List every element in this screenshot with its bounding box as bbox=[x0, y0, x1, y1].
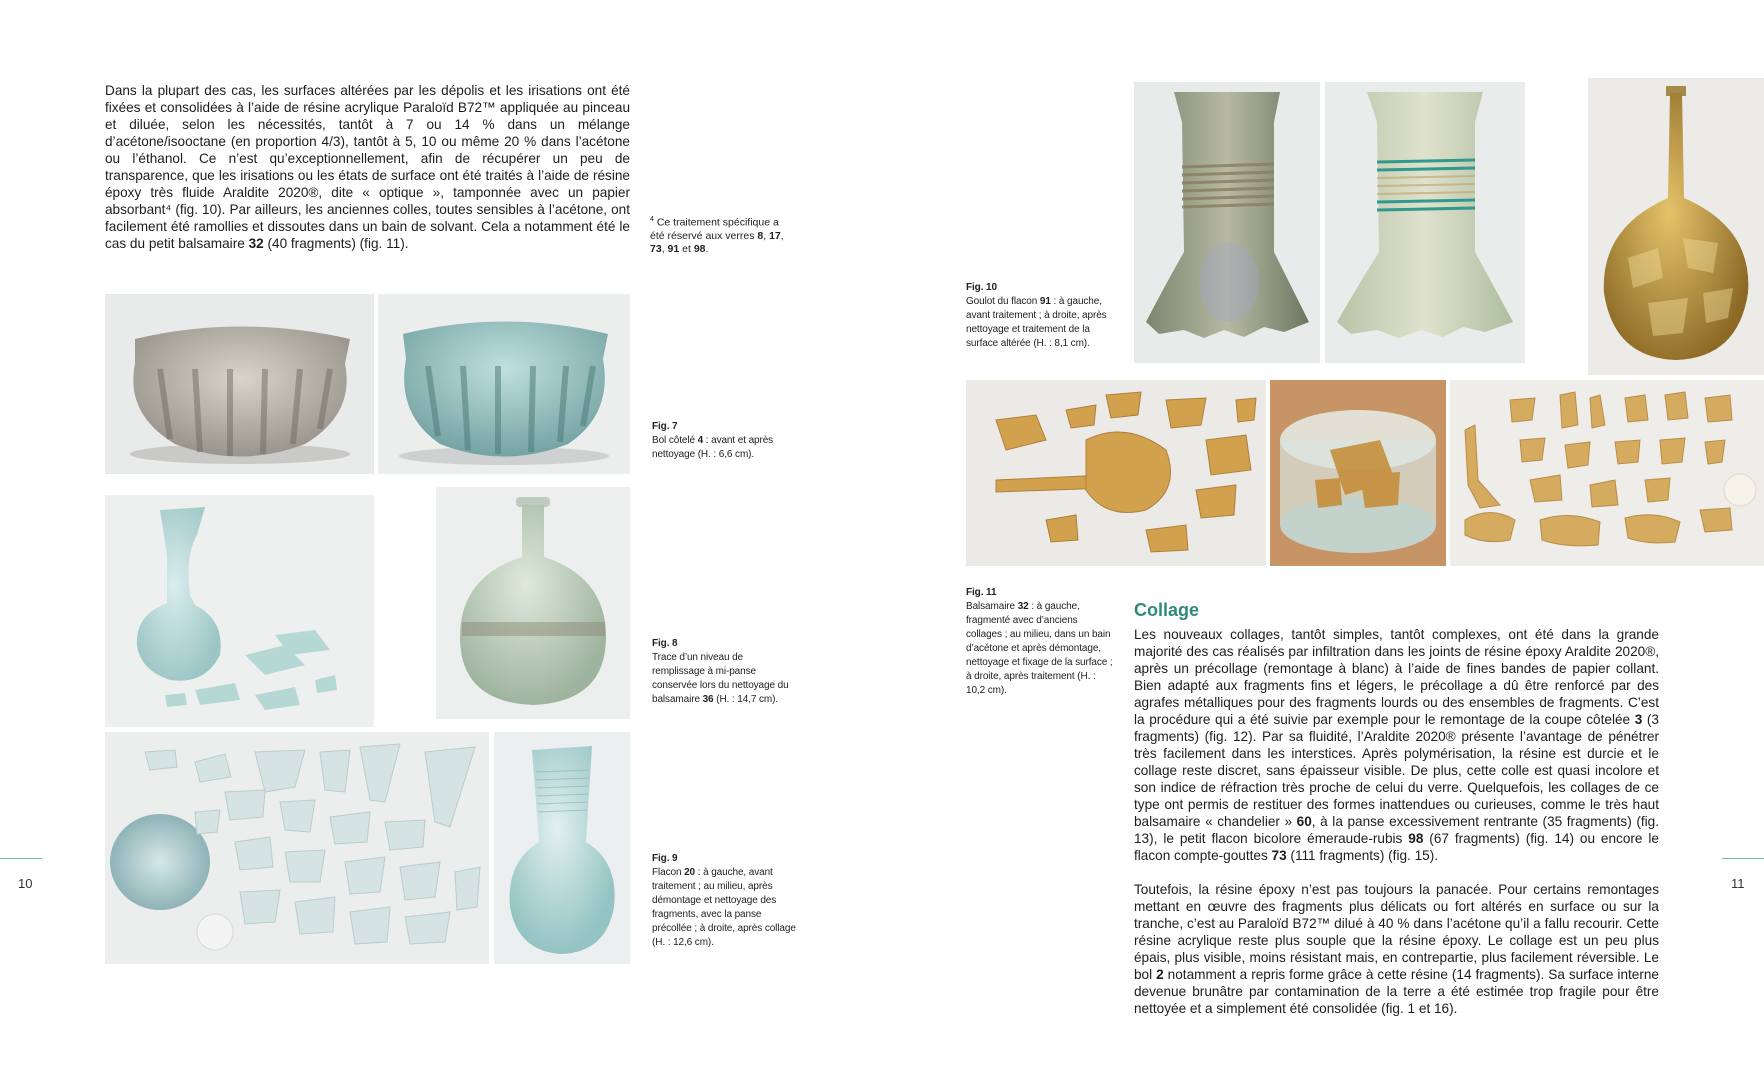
caption-fig11 bbox=[966, 586, 1116, 698]
footnote-ref: 17 bbox=[769, 229, 781, 242]
photo-flask-20 bbox=[494, 732, 630, 964]
caption-label: Fig. 11 bbox=[966, 587, 997, 598]
photo-acetone-bath bbox=[1270, 380, 1446, 566]
paragraph-text: Toutefois, la résine époxy n’est pas toujours la panacée. Pour certains remontages mettant en œuvre des fragments plus délicats ou fort altérés en surface ou sur la tranche, c’est au Paraloïd B72™ dilué à 40 % dans l’acétone qu’il a fallu recourir. Cette résine acrylique reste plus souple que la résine époxy. Le collage est un peu plus épais, plus visible, moins résistant mais, en contrepartie, plus facilement réversible. Le bol bbox=[1134, 882, 1659, 982]
caption-text: (H. : 14,7 cm). bbox=[713, 694, 779, 705]
paragraph-ref: 60 bbox=[1296, 814, 1312, 829]
caption-text: Flacon bbox=[652, 867, 685, 878]
paragraph-ref: 32 bbox=[248, 236, 264, 251]
photo-bowl-before bbox=[105, 294, 374, 474]
footnote-text: Ce traitement spécifique a été réservé aux verres bbox=[650, 216, 779, 242]
right-body bbox=[1134, 626, 1659, 1017]
paragraph-text: (3 fragments) (fig. 12). Par sa fluidité, l’Araldite 2020® présente l’avantage de pénétrer très facilement dans les interstices. Après polymérisation, la résine est durcie et le collage reste discret, sans épaisseur visible. De plus, cette colle est quasi incolore et son indice de réfraction très proche de celui du verre. Quelquefois, les collages de ce type ont permis de restituer des formes inattendues ou curieuses, comme le très haut balsamaire « chandelier » bbox=[1134, 712, 1659, 829]
photo-neck-after bbox=[1325, 82, 1525, 363]
photo-balsamarium-32-fragmented bbox=[966, 380, 1266, 566]
footnote: $^4$ Ce traitement spécifique a été réservé aux verres 8, 17, 73, 91 et 98. bbox=[650, 216, 784, 255]
margin-rule-left bbox=[0, 858, 42, 859]
caption-label: Fig. 9 bbox=[652, 853, 678, 864]
caption-ref: 32 bbox=[1017, 601, 1029, 612]
caption-text: : à gauche, avant traitement ; à droite, après nettoyage et traitement de la surface altérée (H. : 8,1 cm). bbox=[966, 296, 1107, 349]
section-heading: Collage bbox=[1134, 600, 1200, 620]
paragraph-text: (67 fragments) (fig. 14) ou encore le flacon compte-gouttes bbox=[1134, 831, 1659, 863]
page-number-left: 10 bbox=[18, 876, 33, 891]
footnote-ref: 91 bbox=[667, 242, 680, 255]
caption-text: Balsamaire bbox=[966, 601, 1018, 612]
photo-balsamarium-36 bbox=[436, 487, 630, 719]
caption-label: Fig. 8 bbox=[652, 638, 678, 649]
caption-ref: 36 bbox=[702, 694, 714, 705]
photo-balsamarium-fragments bbox=[105, 495, 374, 727]
paragraph-ref: 98 bbox=[1408, 831, 1424, 846]
caption-label: Fig. 7 bbox=[652, 421, 678, 432]
paragraph-text: Les nouveaux collages, tantôt simples, tantôt complexes, ont été dans la grande majorité des cas réalisés par infiltration dans les joints de résine époxy Araldite 2020®, après un précollage (remontage à blanc) à l’aide de fines bandes de papier collant. Bien adapté aux fragments fins et légers, le précollage a dû être renforcé par des agrafes métalliques pour des fragments lourds ou des ensembles de fragments. C’est la procédure qui a été suivie par exemple pour le remontage de la coupe côtelée bbox=[1134, 627, 1659, 727]
caption-label: Fig. 10 bbox=[966, 282, 997, 293]
footnote-ref: 73 bbox=[650, 242, 662, 255]
caption-ref: 20 bbox=[684, 867, 696, 878]
paragraph-ref: 3 bbox=[1634, 712, 1643, 727]
footnote-number: 4 bbox=[650, 216, 654, 223]
paragraph-tail: (40 fragments) (fig. 11). bbox=[263, 236, 409, 251]
photo-gold-flask bbox=[1588, 78, 1764, 375]
footnote-ref: 8 bbox=[757, 229, 764, 242]
paragraph-collage-2 bbox=[1134, 881, 1659, 1017]
paragraph-text: Dans la plupart des cas, les surfaces altérées par les dépolis et les irisations ont été fixées et consolidées à l’aide de résine acrylique Paraloïd B72™ appliquée au pinceau et diluée, selon les nécessités, tantôt à 7 ou 14 % dans un mélange d’acétone/isooctane (en proportion 4/3), tantôt à 5, 10 ou même 20 % dans l’acétone ou l’éthanol. Ce n’est qu’exceptionnellement, afin de récupérer un peu de transparence, que les irisations ou les états de surface ont été traités à l’aide de résine époxy très fluide Araldite 2020®, dite « optique », tamponnée avec un papier absorbant⁴ (fig. 10). Par ailleurs, les anciennes colles, toutes sensibles à l’acétone, ont facilement été ramollies et dissoutes dans un bain de solvant. Cela a notamment été le cas du petit balsamaire bbox=[105, 83, 630, 251]
paragraph-text: notamment a repris forme grâce à cette résine (14 fragments). Sa surface interne devenue brunâtre par contamination de la terre a été estimée trop fragile pour être nettoyée et a simplement été consolidée (fig. 1 et 16). bbox=[1134, 967, 1659, 1016]
caption-text: Goulot du flacon bbox=[966, 296, 1040, 307]
caption-text: : à gauche, avant traitement ; au milieu, après démontage et nettoyage des fragments, avec la panse précollée ; à droite, après collage (H. : 12,6 cm). bbox=[652, 867, 796, 948]
paragraph-text: (111 fragments) (fig. 15). bbox=[1286, 848, 1439, 863]
caption-text: Bol côtelé bbox=[652, 435, 698, 446]
paragraph-collage-1 bbox=[1134, 626, 1659, 864]
caption-fig10 bbox=[966, 281, 1116, 351]
paragraph-ref: 2 bbox=[1156, 967, 1164, 982]
photo-bowl-after bbox=[378, 294, 630, 474]
paragraph-text: , à la panse excessivement rentrante (35 fragments) (fig. 13), le petit flacon bicolore émeraude-rubis bbox=[1134, 814, 1659, 846]
footnote-ref: 98 bbox=[693, 242, 706, 255]
page-number-right: 11 bbox=[1731, 876, 1745, 891]
caption-ref: 4 bbox=[697, 435, 704, 446]
left-paragraph bbox=[105, 82, 630, 252]
photo-flask-fragments bbox=[105, 732, 489, 964]
caption-fig9 bbox=[652, 852, 797, 950]
caption-text: Trace d’un niveau de remplissage à mi-panse conservée lors du nettoyage du balsamaire bbox=[652, 652, 789, 705]
caption-text: : à gauche, fragmenté avec d’anciens collages ; au milieu, dans un bain d’acétone et après démontage, nettoyage et fixage de la surface ; à droite, après traitement (H. : 10,2 cm). bbox=[966, 601, 1113, 696]
photo-balsamarium-32-treated bbox=[1450, 380, 1764, 566]
caption-fig8 bbox=[652, 637, 797, 707]
caption-text: : avant et après nettoyage (H. : 6,6 cm). bbox=[652, 435, 774, 460]
caption-ref: 91 bbox=[1039, 296, 1051, 307]
photo-neck-before bbox=[1134, 82, 1320, 363]
margin-rule-right bbox=[1722, 858, 1764, 859]
paragraph-ref: 73 bbox=[1271, 848, 1287, 863]
caption-fig7 bbox=[652, 420, 782, 462]
